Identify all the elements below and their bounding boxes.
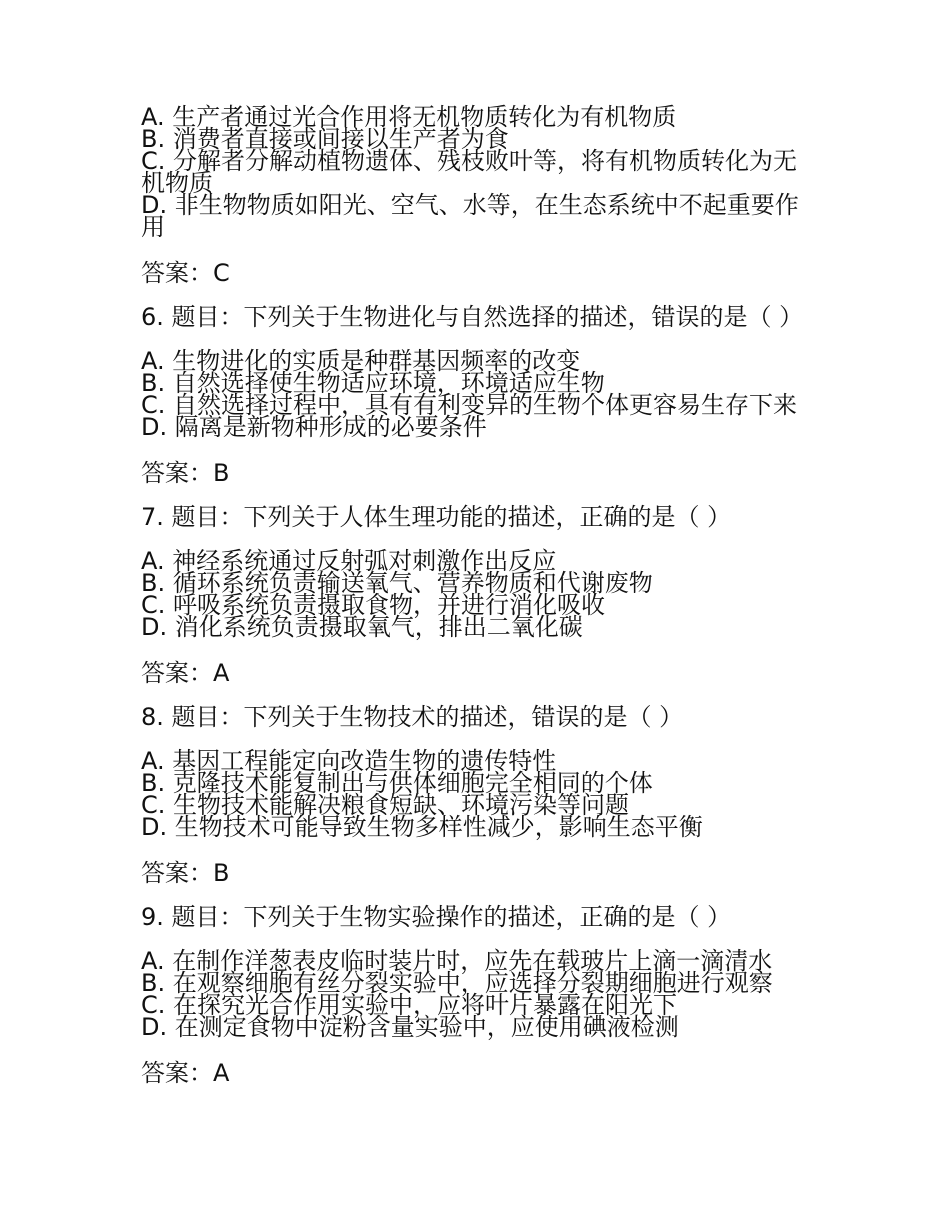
q9-question: 9. 题目：下列关于生物实验操作的描述，正确的是（ ） (141, 903, 732, 931)
q8-option-b: B. 克隆技术能复制出与供体细胞完全相同的个体 (141, 769, 653, 797)
q5-option-c: C. 分解者分解动植物遗体、残枝败叶等，将有机物质转化为无机物质 (141, 147, 798, 197)
q6-option-d: D. 隔离是新物种形成的必要条件 (141, 413, 487, 441)
q6-option-b: B. 自然选择使生物适应环境，环境适应生物 (141, 369, 605, 397)
q7-option-d: D. 消化系统负责摄取氧气，排出二氧化碳 (141, 613, 583, 641)
q6-options (141, 347, 801, 441)
q8-option-a: A. 基因工程能定向改造生物的遗传特性 (141, 747, 557, 775)
q9-option-c: C. 在探究光合作用实验中，应将叶片暴露在阳光下 (141, 991, 678, 1019)
q8-options (141, 747, 801, 841)
q7-answer: 答案：A (141, 659, 230, 687)
q5-answer: 答案：C (141, 259, 230, 287)
q6-question: 6. 题目：下列关于生物进化与自然选择的描述，错误的是（ ） (141, 303, 804, 331)
q5-option-d: D. 非生物物质如阳光、空气、水等，在生态系统中不起重要作用 (141, 191, 799, 241)
document-page (141, 103, 804, 1088)
q6-option-c: C. 自然选择过程中，具有有利变异的生物个体更容易生存下来 (141, 391, 798, 419)
q9-answer: 答案：A (141, 1059, 230, 1087)
q7-question: 7. 题目：下列关于人体生理功能的描述，正确的是（ ） (141, 503, 732, 531)
q9-option-a: A. 在制作洋葱表皮临时装片时，应先在载玻片上滴一滴清水 (141, 947, 773, 975)
q6-option-a: A. 生物进化的实质是种群基因频率的改变 (141, 347, 581, 375)
q8-answer: 答案：B (141, 859, 230, 887)
q8-question: 8. 题目：下列关于生物技术的描述，错误的是（ ） (141, 703, 684, 731)
q5-option-b: B. 消费者直接或间接以生产者为食 (141, 125, 509, 153)
q9-options (141, 947, 801, 1041)
q5-option-a: A. 生产者通过光合作用将无机物质转化为有机物质 (141, 103, 677, 131)
q7-option-a: A. 神经系统通过反射弧对刺激作出反应 (141, 547, 557, 575)
q9-option-b: B. 在观察细胞有丝分裂实验中，应选择分裂期细胞进行观察 (141, 969, 773, 997)
q7-option-c: C. 呼吸系统负责摄取食物，并进行消化吸收 (141, 591, 606, 619)
q5-options (141, 103, 801, 241)
q9-option-d: D. 在测定食物中淀粉含量实验中，应使用碘液检测 (141, 1013, 679, 1041)
q7-option-b: B. 循环系统负责输送氧气、营养物质和代谢废物 (141, 569, 653, 597)
q8-option-c: C. 生物技术能解决粮食短缺、环境污染等问题 (141, 791, 630, 819)
q8-option-d: D. 生物技术可能导致生物多样性减少，影响生态平衡 (141, 813, 703, 841)
q6-answer: 答案：B (141, 459, 230, 487)
q7-options (141, 547, 801, 641)
